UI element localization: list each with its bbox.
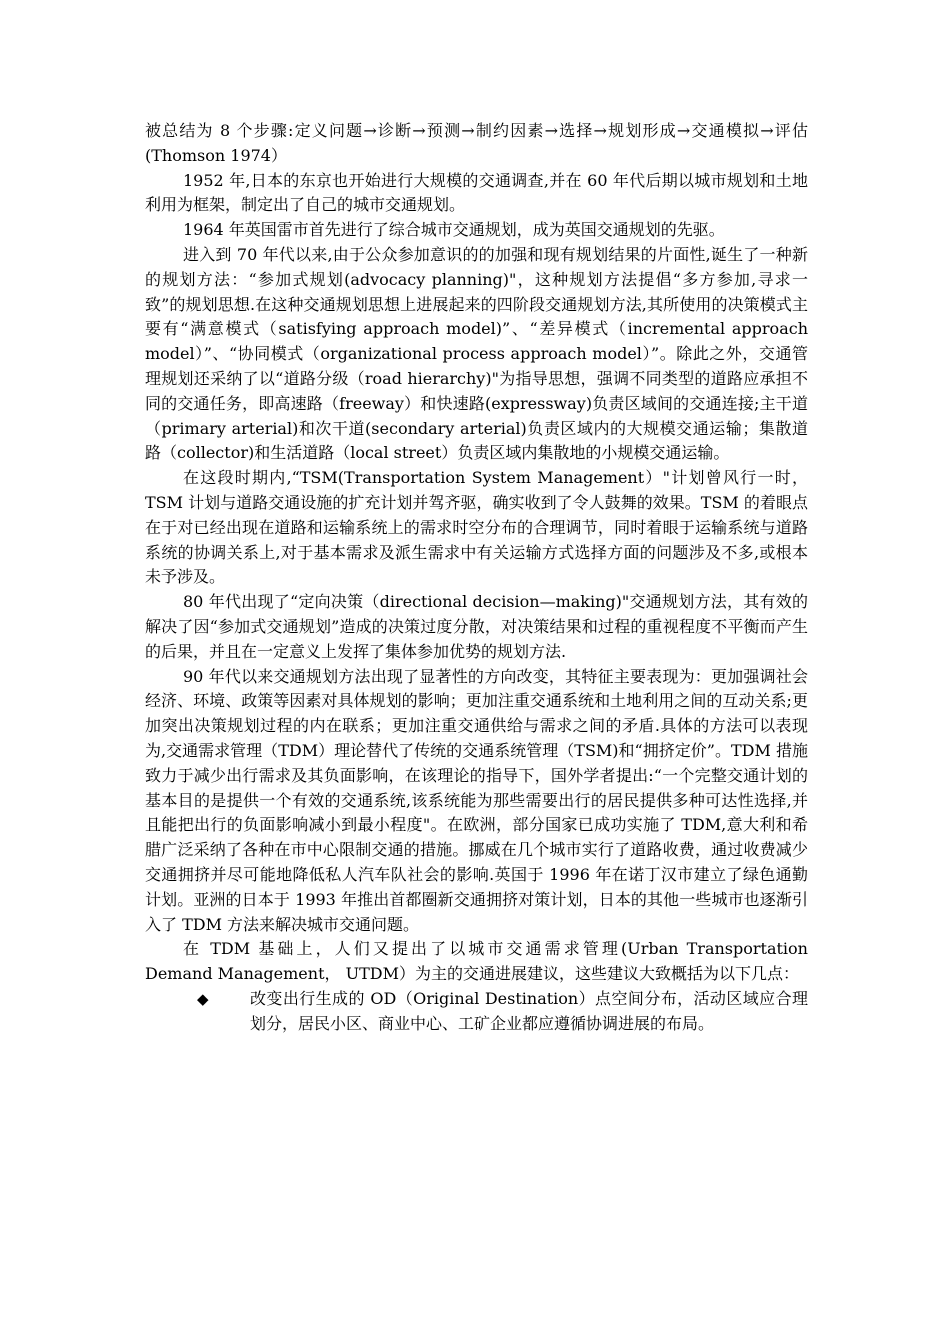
paragraph-uk-1964: 1964 年英国雷市首先进行了综合城市交通规划，成为英国交通规划的先驱。: [183, 220, 725, 240]
paragraph-tsm: 在这段时期内,“TSM(Transportation System Management）"计划曾风行一时，TSM 计划与道路交通设施的扩充计划并驾齐驱，确实收到了令人鼓舞的效果。TSM 的着眼点在于对已经出现在道路和运输系统上的需求时空分布的合理调节，同时着眼于运输系统与道路系统的协调关系上,对于基本需求及派生需求中有关运输方式选择方面的问题涉及不多,或根本未予涉及。: [145, 468, 808, 587]
paragraph-1990s-tdm: 90 年代以来交通规划方法出现了显著性的方向改变，其特征主要表现为：更加强调社会经济、环境、政策等因素对具体规划的影响；更加注重交通系统和土地利用之间的互动关系;更加突出决策规划过程的内在联系；更加注重交通供给与需求之间的矛盾.具体的方法可以表现为,交通需求管理（TDM）理论替代了传统的交通系统管理（TSM)和“拥挤定价”。TDM 措施致力于减少出行需求及其负面影响，在该理论的指导下，国外学者提出:“一个完整交通计划的基本目的是提供一个有效的交通系统,该系统能为那些需要出行的居民提供多种可达性选择,并且能把出行的负面影响减小到最小程度"。在欧洲，部分国家已成功实施了 TDM,意大利和希腊广泛采纳了各种在市中心限制交通的措施。挪威在几个城市实行了道路收费，通过收费减少交通拥挤并尽可能地降低私人汽车队社会的影响.英国于 1996 年在诺丁汉市建立了绿色通勤计划。亚洲的日本于 1993 年推出首都圈新交通拥挤对策计划，日本的其他一些城市也逐渐引入了 TDM 方法来解决城市交通问题。: [145, 666, 808, 934]
document-page: [145, 119, 808, 1036]
paragraph-1980s-directional: 80 年代出现了“定向决策（directional decision—making)"交通规划方法，其有效的解决了因“参加式交通规划”造成的决策过度分散，对决策结果和过程的重视程度不平衡而产生的后果，并且在一定意义上发挥了集体参加优势的规划方法.: [145, 592, 808, 661]
paragraph-steps: 被总结为 8 个步骤:定义问题→诊断→预测→制约因素→选择→规划形成→交通模拟→评估(Thomson 1974）: [145, 121, 808, 165]
diamond-bullet-icon: ◆: [197, 989, 209, 1008]
bullet-item-text: 改变出行生成的 OD（Original Destination）点空间分布，活动区域应合理划分，居民小区、商业中心、工矿企业都应遵循协调进展的布局。: [250, 988, 808, 1033]
bullet-item: [145, 987, 808, 1037]
paragraph-1970s-advocacy: 进入到 70 年代以来,由于公众参加意识的的加强和现有规划结果的片面性,诞生了一种新的规划方法：“参加式规划(advocacy planning)"，这种规划方法提倡“多方参加,寻求一致”的规划思想.在这种交通规划思想上进展起来的四阶段交通规划方法,其所使用的决策模式主要有“满意模式（satisfying approach model)”、“差异模式（incremental approach model）”、“协同模式（organizational process approach model）”。除此之外，交通管理规划还采纳了以“道路分级（road hierarchy)"为指导思想，强调不同类型的道路应承担不同的交通任务，即高速路（freeway）和快速路(expressway)负责区域间的交通连接;主干道（primary arterial)和次干道(secondary arterial)负责区域内的大规模交通运输；集散道路（collector)和生活道路（local street）负责区域内集散地的小规模交通运输。: [145, 244, 808, 463]
paragraph-tokyo-1952: 1952 年,日本的东京也开始进行大规模的交通调查,并在 60 年代后期以城市规划和土地利用为框架，制定出了自己的城市交通规划。: [145, 170, 808, 215]
paragraph-utdm-intro: 在 TDM 基础上，人们又提出了以城市交通需求管理(Urban Transportation Demand Management， UTDM）为主的交通进展建议，这些建议大致概括为以下几点：: [145, 939, 808, 984]
